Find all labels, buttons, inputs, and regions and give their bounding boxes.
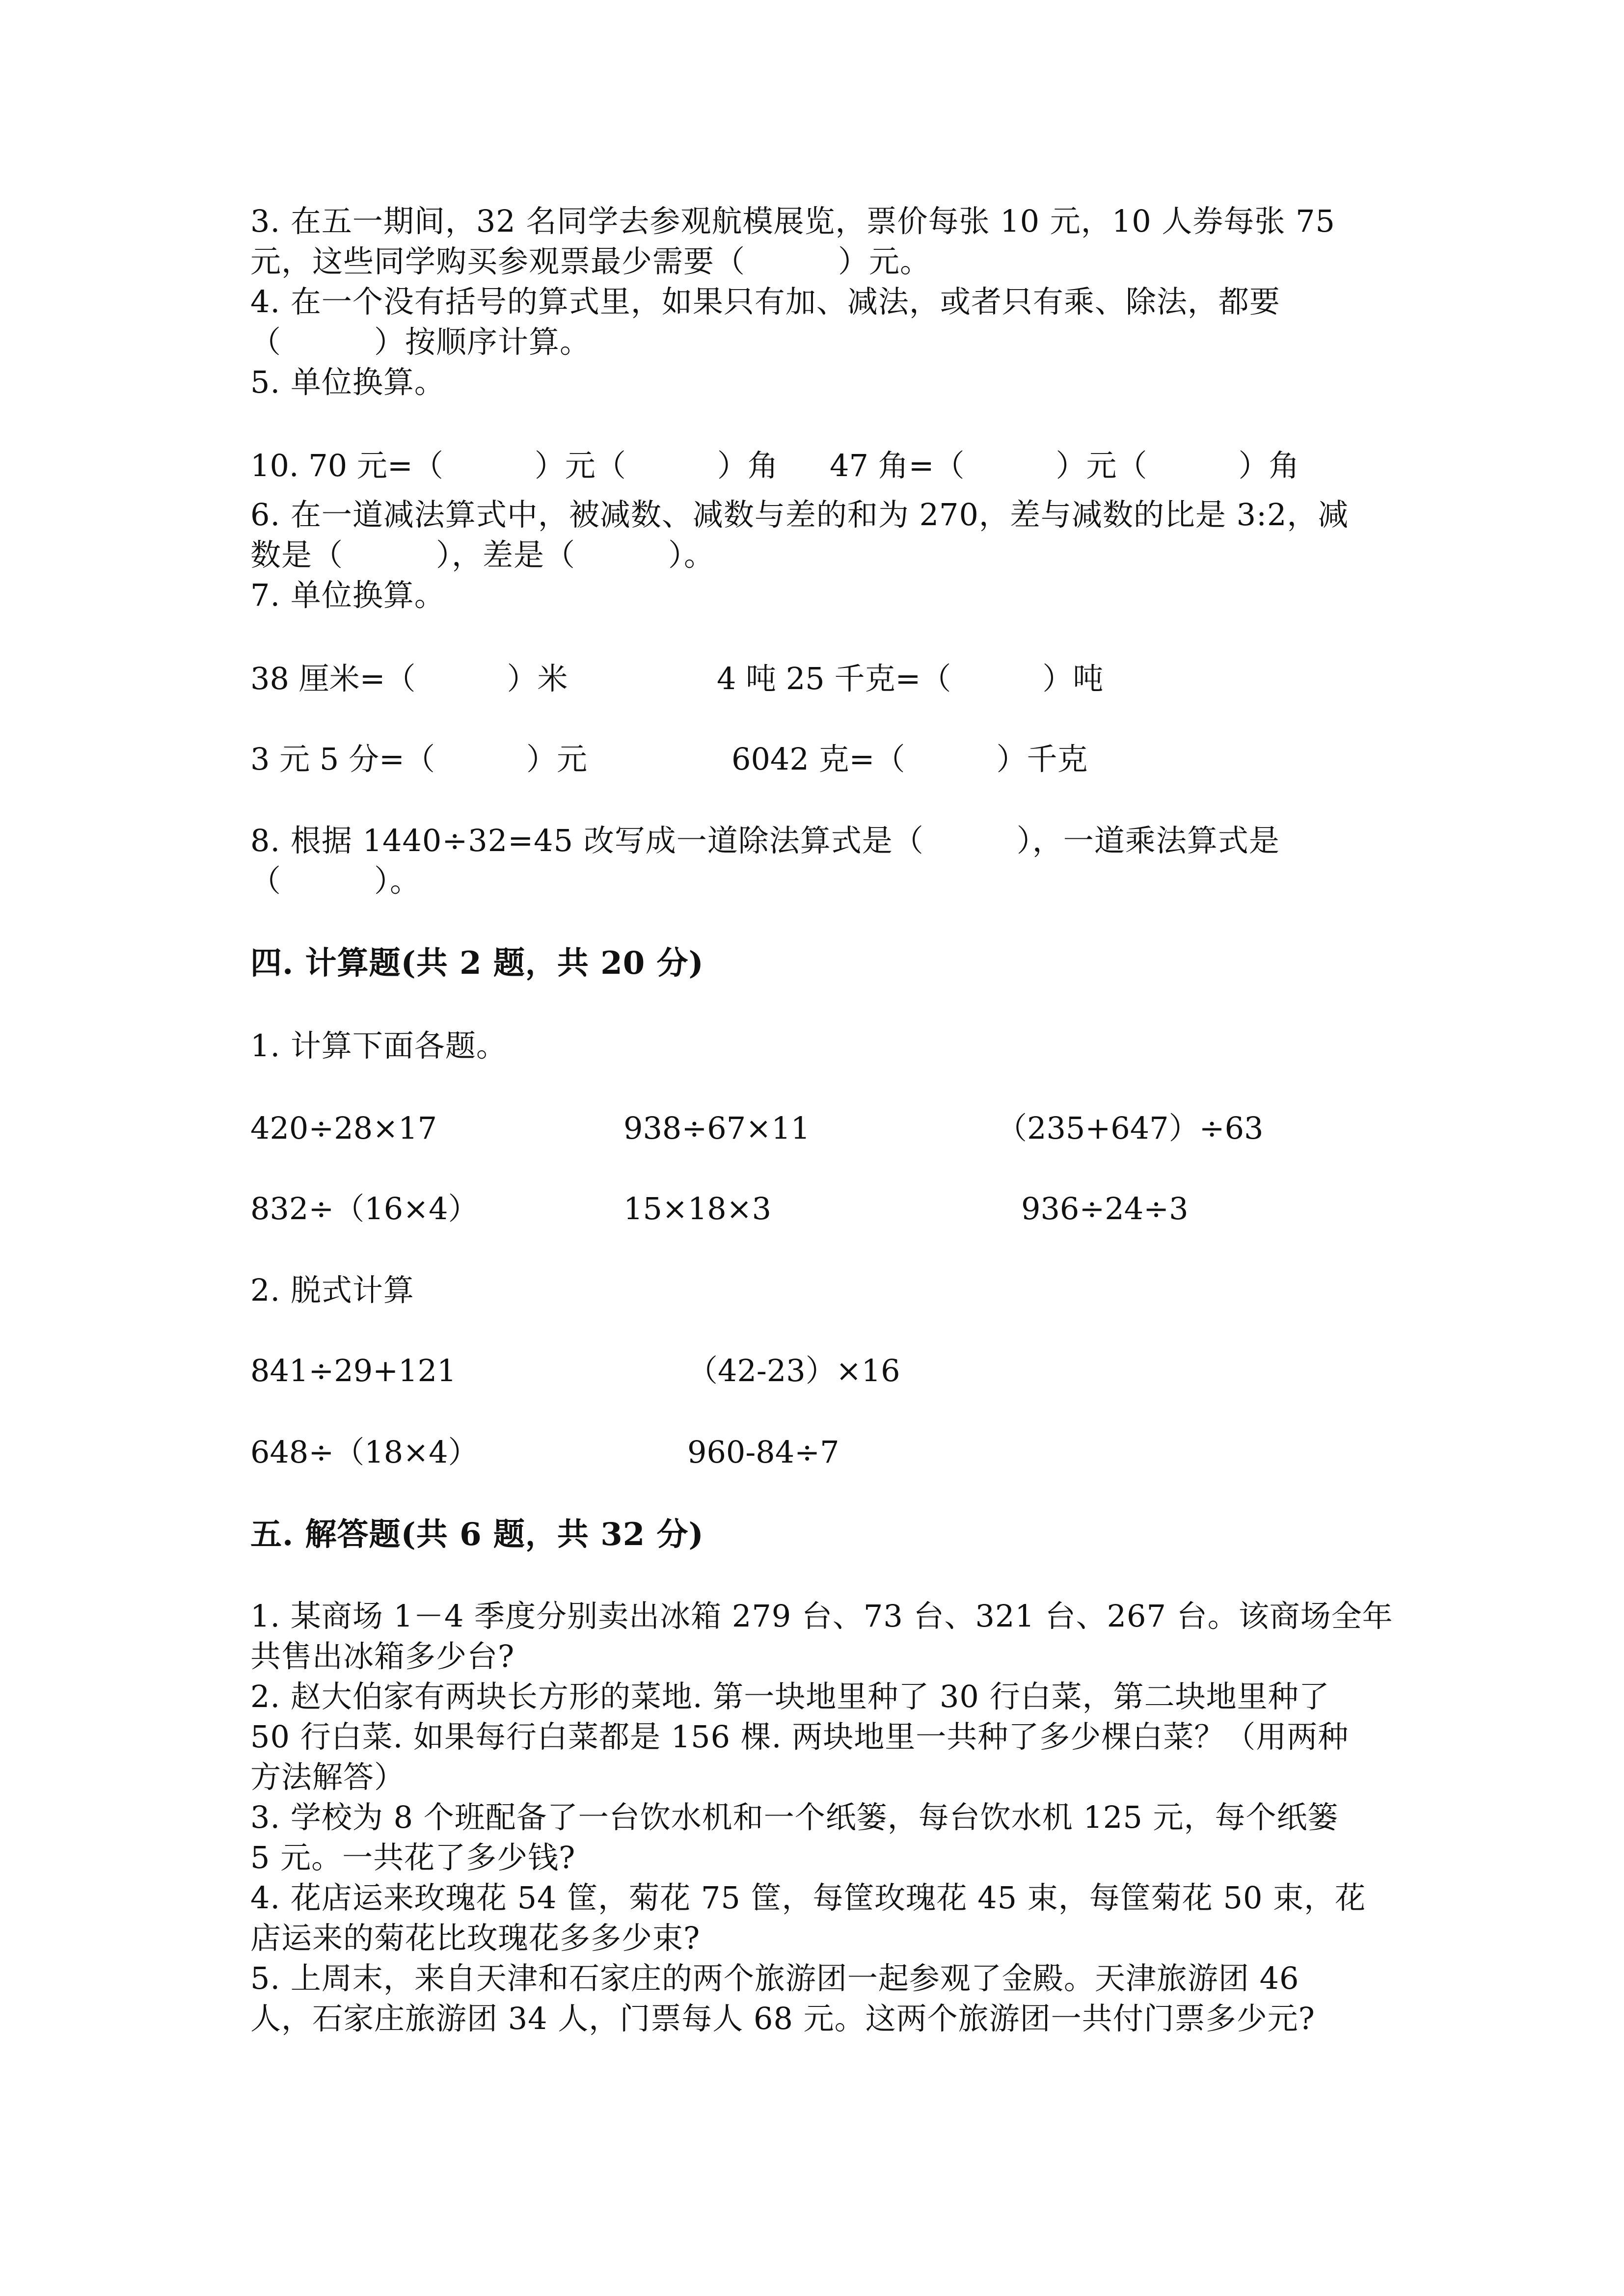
question-7-conversion-2: 4 吨 25 千克=（ ）吨 [717, 661, 1104, 696]
question-4-line-1: 4. 在一个没有括号的算式里，如果只有加、减法，或者只有乘、除法，都要 [250, 284, 1280, 320]
question-7-conversion-1: 38 厘米=（ ）米 [250, 661, 568, 696]
section-4-question-1-title: 1. 计算下面各题。 [250, 1028, 507, 1064]
question-6-line-2: 数是（ ），差是（ ）。 [250, 537, 715, 573]
question-5-money-conversion-2: 47 角=（ ）元（ ）角 [830, 448, 1299, 483]
section-4-heading: 四. 计算题(共 2 题，共 20 分) [250, 945, 704, 982]
calc-expression: 420÷28×17 [250, 1110, 437, 1146]
calc-expression: （42-23）×16 [687, 1353, 900, 1388]
calc-expression: 938÷67×11 [623, 1110, 811, 1146]
calc-expression: 960-84÷7 [687, 1434, 839, 1470]
question-5-money-conversion-1: 10. 70 元=（ ）元（ ）角 [250, 448, 778, 483]
question-3-line-2: 元，这些同学购买参观票最少需要（ ）元。 [250, 243, 931, 279]
question-3-line-1: 3. 在五一期间，32 名同学去参观航模展览，票价每张 10 元，10 人券每张 75 [250, 203, 1335, 239]
calc-expression: （235+647）÷63 [997, 1110, 1264, 1146]
word-problem-3-line-1: 3. 学校为 8 个班配备了一台饮水机和一个纸篓，每台饮水机 125 元，每个纸篓 [250, 1799, 1339, 1835]
word-problem-5-line-2: 人，石家庄旅游团 34 人，门票每人 68 元。这两个旅游团一共付门票多少元? [250, 2001, 1315, 2036]
section-5-heading: 五. 解答题(共 6 题，共 32 分) [250, 1516, 704, 1553]
section-4-question-2-title: 2. 脱式计算 [250, 1272, 414, 1308]
word-problem-2-line-1: 2. 赵大伯家有两块长方形的菜地. 第一块地里种了 30 行白菜，第二块地里种了 [250, 1679, 1330, 1714]
question-7-title: 7. 单位换算。 [250, 577, 445, 613]
question-6-line-1: 6. 在一道减法算式中，被减数、减数与差的和为 270，差与减数的比是 3:2，减 [250, 497, 1349, 533]
word-problem-2-line-3: 方法解答） [250, 1759, 406, 1795]
question-8-line-2: （ ）。 [250, 863, 421, 899]
question-5-title: 5. 单位换算。 [250, 364, 445, 400]
question-8-line-1: 8. 根据 1440÷32=45 改写成一道除法算式是（ ），一道乘法算式是 [250, 823, 1280, 858]
calc-expression: 936÷24÷3 [1021, 1191, 1189, 1227]
calc-expression: 15×18×3 [623, 1191, 772, 1227]
question-7-conversion-3: 3 元 5 分=（ ）元 [250, 741, 587, 777]
word-problem-4-line-1: 4. 花店运来玫瑰花 54 筐，菊花 75 筐，每筐玫瑰花 45 束，每筐菊花 50 束，花 [250, 1880, 1366, 1916]
word-problem-2-line-2: 50 行白菜. 如果每行白菜都是 156 棵. 两块地里一共种了多少棵白菜？（用两种 [250, 1719, 1349, 1755]
word-problem-5-line-1: 5. 上周末，来自天津和石家庄的两个旅游团一起参观了金殿。天津旅游团 46 [250, 1960, 1299, 1996]
question-4-line-2: （ ）按顺序计算。 [250, 324, 591, 360]
calc-expression: 648÷（18×4） [250, 1434, 479, 1470]
word-problem-4-line-2: 店运来的菊花比玫瑰花多多少束? [250, 1920, 701, 1956]
question-7-conversion-4: 6042 克=（ ）千克 [731, 741, 1088, 777]
word-problem-1-line-2: 共售出冰箱多少台? [250, 1638, 515, 1674]
word-problem-3-line-2: 5 元。一共花了多少钱? [250, 1840, 576, 1875]
calc-expression: 832÷（16×4） [250, 1191, 479, 1227]
word-problem-1-line-1: 1. 某商场 1－4 季度分别卖出冰箱 279 台、73 台、321 台、267 台。该商场全年 [250, 1598, 1393, 1634]
calc-expression: 841÷29+121 [250, 1353, 457, 1388]
